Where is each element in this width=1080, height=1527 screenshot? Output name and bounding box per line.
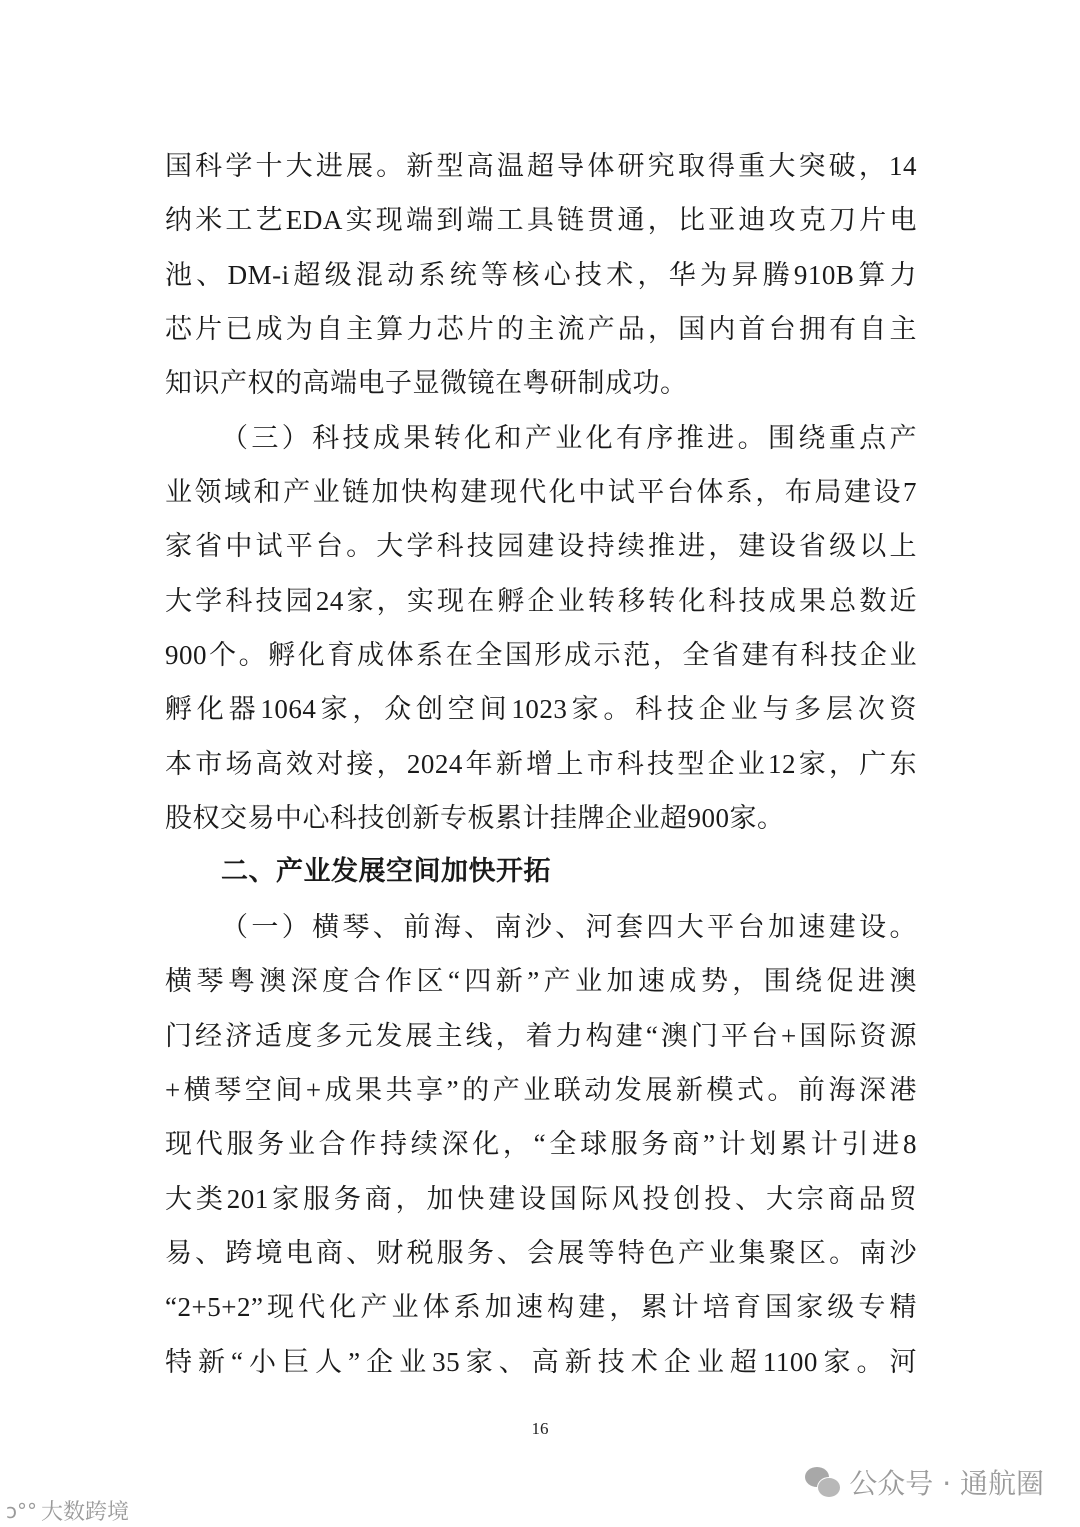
section-heading: 二、产业发展空间加快开拓 — [221, 856, 551, 888]
text-line: 孵化器1064家，众创空间1023家。科技企业与多层次资 — [165, 694, 917, 725]
text-line: “2+5+2”现代化产业体系加速构建，累计培育国家级专精 — [165, 1292, 917, 1323]
wechat-watermark — [805, 1462, 1044, 1502]
text-line: 易、跨境电商、财税服务、会展等特色产业集聚区。南沙 — [165, 1237, 917, 1268]
text-line: 特新“小巨人”企业35家、高新技术企业超1100家。河 — [165, 1346, 917, 1377]
text-line: 纳米工艺EDA实现端到端工具链贯通，比亚迪攻克刀片电 — [165, 205, 917, 236]
text-line: +横琴空间+成果共享”的产业联动发展新模式。前海深港 — [165, 1074, 917, 1105]
text-line: 国科学十大进展。新型高温超导体研究取得重大突破，14 — [165, 151, 917, 181]
text-line: （三）科技成果转化和产业化有序推进。围绕重点产 — [221, 422, 917, 453]
text-line: 900个。孵化育成体系在全国形成示范，全省建有科技企业 — [165, 640, 917, 671]
text-line: 现代服务业合作持续深化，“全球服务商”计划累计引进8 — [165, 1129, 917, 1160]
wechat-icon — [805, 1467, 841, 1497]
text-line: 股权交易中心科技创新专板累计挂牌企业超900家。 — [165, 803, 785, 834]
text-line: （一）横琴、前海、南沙、河套四大平台加速建设。 — [221, 911, 917, 942]
page-number: 16 — [531, 1419, 549, 1438]
document-body — [165, 146, 917, 1396]
text-line: 家省中试平台。大学科技园建设持续推进，建设省级以上 — [165, 531, 917, 562]
text-line: 本市场高效对接，2024年新增上市科技型企业12家，广东 — [165, 748, 917, 779]
text-line: 池、DM-i超级混动系统等核心技术，华为昇腾910B算力 — [165, 259, 917, 290]
brand-watermark-text: 大数跨境 — [41, 1500, 130, 1525]
text-line: 门经济适度多元发展主线，着力构建“澳门平台+国际资源 — [165, 1020, 917, 1051]
text-line: 知识产权的高端电子显微镜在粤研制成功。 — [165, 368, 688, 399]
text-line: 横琴粤澳深度合作区“四新”产业加速成势，围绕促进澳 — [165, 966, 917, 997]
brand-watermark — [6, 1495, 129, 1526]
text-line: 业领域和产业链加快构建现代化中试平台体系，布局建设7 — [165, 477, 917, 508]
brand-logo-icon: ↄ°° — [6, 1498, 37, 1523]
text-line: 大类201家服务商，加快建设国际风投创投、大宗商品贸 — [165, 1183, 917, 1214]
text-line: 大学科技园24家，实现在孵企业转移转化科技成果总数近 — [165, 585, 917, 616]
text-line: 芯片已成为自主算力芯片的主流产品，国内首台拥有自主 — [165, 314, 917, 345]
wechat-watermark-text: 公众号 · 通航圈 — [849, 1467, 1044, 1500]
